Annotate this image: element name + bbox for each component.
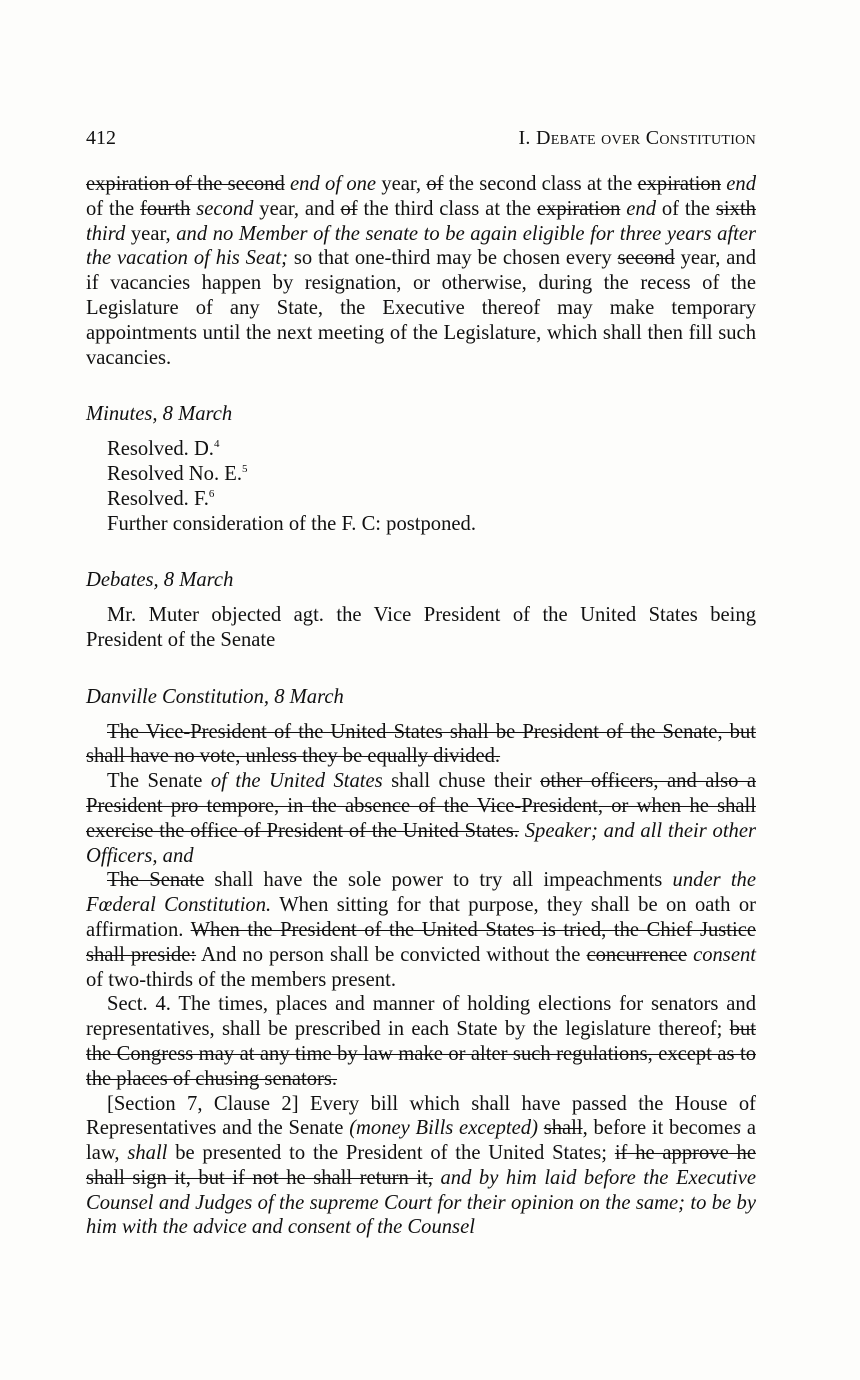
italic-insertion: under the Fœderal Constitution. <box>86 869 756 917</box>
paragraph-senate-classes <box>86 172 756 370</box>
running-title: I. Debate over Constitution <box>518 127 756 149</box>
italic-insertion: shall <box>127 1142 168 1165</box>
body-text <box>433 1167 441 1189</box>
body-text: And no person shall be convicted without the <box>196 943 587 966</box>
body-text: The Senate <box>107 770 211 793</box>
danville-paragraph-5 <box>86 1092 756 1241</box>
minutes-block <box>86 437 756 536</box>
strikethrough-text: of <box>426 173 444 195</box>
minutes-text: Resolved. D. <box>107 438 214 461</box>
body-text: shall chuse their <box>382 770 541 793</box>
italic-insertion: end <box>626 197 657 220</box>
body-text: When sitting for that purpose, they shall be on oath or affirmation. <box>86 894 756 941</box>
body-text: , before it become <box>582 1117 734 1140</box>
strikethrough-text: fourth <box>140 197 191 220</box>
strikethrough-text: of <box>340 197 358 220</box>
body-text: a law, <box>86 1117 757 1165</box>
page-header <box>86 127 756 157</box>
body-text: of two-thirds of the members present. <box>86 968 396 991</box>
danville-paragraph-1 <box>86 720 756 770</box>
strikethrough-text: When the President of the United States is tried, the Chief Justice shall preside: <box>86 918 756 966</box>
body-text: year, <box>376 173 427 195</box>
minutes-line <box>107 437 756 462</box>
strikethrough-text: concurrence <box>586 943 688 966</box>
strikethrough-text: but the Congress may at any time by law make or alter such regulations, except as to the places of chusing senators. <box>86 1018 756 1090</box>
italic-insertion: end <box>726 173 756 195</box>
body-text: year, and <box>253 197 341 220</box>
italic-insertion: second <box>196 197 254 220</box>
body-text: of the <box>86 197 141 220</box>
minutes-text: Resolved No. E. <box>107 462 242 485</box>
minutes-line <box>107 487 756 512</box>
strikethrough-text: if he approve he shall sign it, but if not he shall return it, <box>86 1142 756 1189</box>
minutes-text: Resolved. F. <box>107 487 209 510</box>
body-text: so that one-third may be chosen every <box>287 247 618 270</box>
page-number: 412 <box>86 127 116 149</box>
minutes-line <box>107 512 756 537</box>
section-heading-minutes: Minutes, 8 March <box>86 403 233 426</box>
body-text: Sect. 4. The times, places and manner of holding elections for senators and representatives, shall be prescribed in each State by the legislature thereof; <box>86 993 756 1041</box>
italic-insertion: and no Member of the senate to be again eligible for three years after the vacation of his Seat; <box>86 222 756 270</box>
italic-insertion: end of one <box>290 173 377 195</box>
italic-insertion: (money Bills excepted) <box>349 1117 538 1140</box>
section-heading-danville: Danville Constitution, 8 March <box>86 685 344 708</box>
body-text: be presented to the President of the United States; <box>167 1142 615 1165</box>
strikethrough-text: sixth <box>715 197 756 220</box>
body-text: year, and if vacancies happen by resignation, or otherwise, during the recess of the Legislature of any State, the Executive thereof may make temporary appointments until the next meeting of the Legislature, which shall then fill such vacancies. <box>86 247 756 369</box>
body-text: the second class at the <box>443 173 638 195</box>
strikethrough-text: The Vice-President of the United States shall be President of the Senate, but shall have no vote, unless they be equally divided. <box>86 720 756 768</box>
body-text: shall have the sole power to try all impeachments <box>204 869 673 892</box>
danville-paragraph-3 <box>86 868 756 992</box>
italic-insertion: of the United States <box>210 770 383 793</box>
footnote-marker: 4 <box>213 438 220 451</box>
strikethrough-text: expiration <box>637 173 721 195</box>
italic-insertion: s <box>733 1117 742 1140</box>
italic-insertion: third <box>86 222 126 245</box>
strikethrough-text: shall <box>543 1117 583 1140</box>
minutes-text: Further consideration of the F. C: postponed. <box>107 512 476 535</box>
body-text: year, <box>125 222 177 245</box>
strikethrough-text: expiration of the second <box>86 173 285 195</box>
danville-paragraph-2 <box>86 769 756 868</box>
body-text: of the <box>656 197 716 220</box>
strikethrough-text: second <box>617 247 675 270</box>
body-text: [Section 7, Clause 2] Every bill which shall have passed the House of Representatives and the Senate <box>86 1092 756 1140</box>
minutes-line <box>107 462 756 487</box>
page-body <box>86 172 756 1240</box>
strikethrough-text: expiration <box>536 197 621 220</box>
italic-insertion: Speaker; and all their other Officers, and <box>86 819 756 867</box>
section-heading-debates: Debates, 8 March <box>86 569 234 592</box>
strikethrough-text: other officers, and also a President pro tempore, in the absence of the Vice-President, or when he shall exercise the office of President of the United States. <box>86 770 756 842</box>
body-text: the third class at the <box>357 197 537 220</box>
strikethrough-text: The Senate <box>107 869 205 892</box>
footnote-marker: 5 <box>242 462 248 475</box>
debates-paragraph: Mr. Muter objected agt. the Vice President of the United States being President of the Senate <box>86 604 756 651</box>
danville-paragraph-4 <box>86 992 756 1091</box>
italic-insertion: consent <box>693 943 756 966</box>
italic-insertion: and by him laid before the Executive Counsel and Judges of the supreme Court for their opinion on the same; to be by him with the advice and consent of the Counsel <box>86 1166 756 1239</box>
footnote-marker: 6 <box>208 487 215 500</box>
